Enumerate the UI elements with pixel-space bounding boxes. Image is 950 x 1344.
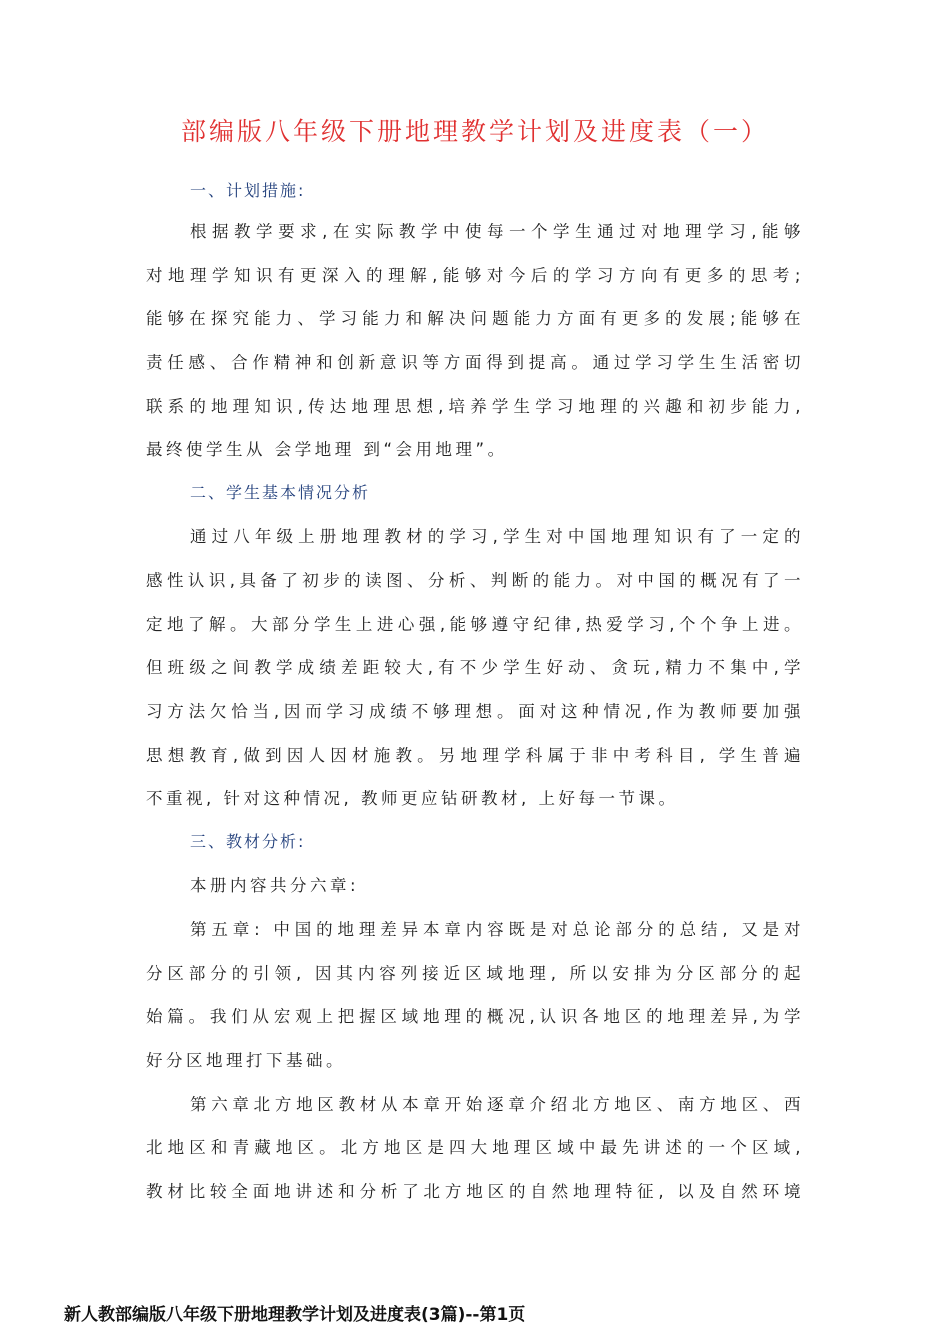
section-heading-1: 一、计划措施: <box>190 181 306 200</box>
paragraph-line: 分区部分的引领, 因其内容列接近区域地理, 所以安排为分区部分的起 <box>146 964 804 983</box>
paragraph-line: 不重视, 针对这种情况, 教师更应钻研教材, 上好每一节课。 <box>146 789 679 808</box>
paragraph-line: 北地区和青藏地区。北方地区是四大地理区域中最先讲述的一个区域, <box>146 1138 804 1157</box>
paragraph-line: 联系的地理知识,传达地理思想,培养学生学习地理的兴趣和初步能力, <box>146 397 804 416</box>
paragraph-line: 始篇。我们从宏观上把握区域地理的概况,认识各地区的地理差异,为学 <box>146 1007 804 1026</box>
paragraph-line: 教材比较全面地讲述和分析了北方地区的自然地理特征, 以及自然环境 <box>146 1182 804 1201</box>
paragraph-line: 第五章: 中国的地理差异本章内容既是对总论部分的总结, 又是对 <box>190 920 804 939</box>
page-footer: 新人教部编版八年级下册地理教学计划及进度表(3篇)--第1页 <box>64 1305 526 1325</box>
paragraph-line: 通过八年级上册地理教材的学习,学生对中国地理知识有了一定的 <box>190 527 804 546</box>
paragraph-line: 对地理学知识有更深入的理解,能够对今后的学习方向有更多的思考; <box>146 266 804 285</box>
paragraph-line: 好分区地理打下基础。 <box>146 1051 346 1070</box>
paragraph-line: 定地了解。大部分学生上进心强,能够遵守纪律,热爱学习,个个争上进。 <box>146 615 804 634</box>
section-heading-3: 三、教材分析: <box>190 832 306 851</box>
paragraph-line: 最终使学生从 会学地理 到“会用地理”。 <box>146 440 508 459</box>
paragraph-line: 根据教学要求,在实际教学中使每一个学生通过对地理学习,能够 <box>190 222 804 241</box>
paragraph-line: 责任感、合作精神和创新意识等方面得到提高。通过学习学生生活密切 <box>146 353 804 372</box>
paragraph-line: 本册内容共分六章: <box>190 876 360 895</box>
paragraph-line: 能够在探究能力、学习能力和解决问题能力方面有更多的发展;能够在 <box>146 309 804 328</box>
paragraph-line: 思想教育,做到因人因材施教。另地理学科属于非中考科目, 学生普遍 <box>146 746 804 765</box>
paragraph-line: 但班级之间教学成绩差距较大,有不少学生好动、贪玩,精力不集中,学 <box>146 658 804 677</box>
paragraph-line: 感性认识,具备了初步的读图、分析、判断的能力。对中国的概况有了一 <box>146 571 804 590</box>
paragraph-line: 第六章北方地区教材从本章开始逐章介绍北方地区、南方地区、西 <box>190 1095 804 1114</box>
section-heading-2: 二、学生基本情况分析 <box>190 483 371 502</box>
document-title: 部编版八年级下册地理教学计划及进度表（一） <box>180 117 769 146</box>
paragraph-line: 习方法欠恰当,因而学习成绩不够理想。面对这种情况,作为教师要加强 <box>146 702 804 721</box>
